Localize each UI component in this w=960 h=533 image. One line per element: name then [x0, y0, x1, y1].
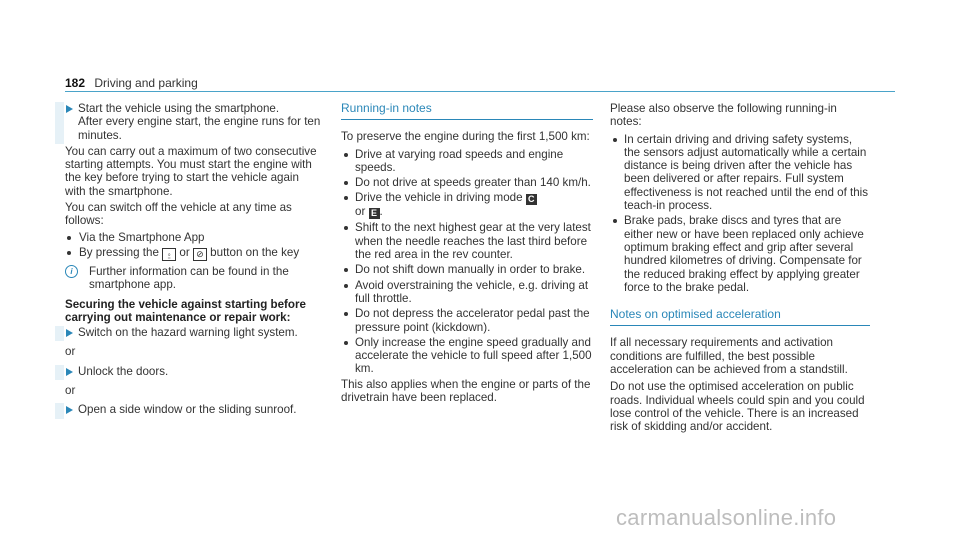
list-item: Drive the vehicle in driving mode C or E .: [341, 191, 593, 219]
list-item: Do not drive at speeds greater than 140 km/h.: [341, 176, 593, 189]
step-text: Start the vehicle using the smartphone.: [78, 102, 280, 115]
paragraph: Please also observe the following running-in notes:: [610, 102, 837, 129]
paragraph: If all necessary requirements and activation conditions are fulfilled, the best possible acceleration can be achieved from a standstill.: [610, 336, 848, 377]
list-item: Avoid overstraining the vehicle, e.g. driving at full throttle.: [341, 279, 593, 306]
start-stop-key-icon: ⍛: [162, 248, 176, 261]
note-text: Further information can be found in the smartphone app.: [89, 264, 289, 292]
step-bar: [55, 326, 64, 341]
info-note: [65, 265, 321, 292]
step-bar: [55, 365, 64, 380]
page-header: [65, 76, 198, 90]
list-item-text: button on the key: [210, 245, 300, 259]
list-item-text: Via the Smartphone App: [79, 230, 205, 244]
comfort-mode-icon: C: [526, 194, 537, 205]
step-start-vehicle: [55, 102, 321, 142]
list-item: Drive at varying road speeds and engine speeds.: [341, 148, 593, 175]
step-bar: [55, 102, 64, 144]
page-number: 182: [65, 76, 86, 90]
list-item: Only increase the engine speed gradually and accelerate the vehicle to full speed after 1,500 km.: [341, 336, 593, 376]
list-item: In certain driving and driving safety systems, the sensors adjust automatically while a certain distance is being driven after the vehicle has been delivered or after repairs. Full system effectiveness is not reached until the end of this teach-in process.: [610, 133, 870, 213]
header-divider: [65, 91, 895, 92]
step-hazard: [55, 326, 321, 339]
paragraph: This also applies when the engine or parts of the drivetrain have been replaced.: [341, 377, 591, 405]
or-label: or: [65, 345, 76, 359]
list-item: Shift to the next highest gear at the very latest when the needle reaches the last third before the red area in the rev counter.: [341, 221, 593, 261]
step-text-cont: After every engine start, the engine runs for ten minutes.: [78, 115, 321, 142]
subheading: Securing the vehicle against starting before carrying out maintenance or repair work:: [65, 297, 306, 324]
paragraph: You can switch off the vehicle at any time as follows:: [65, 201, 292, 228]
list-item: Do not shift down manually in order to brake.: [341, 263, 593, 276]
list-item-text: or: [355, 205, 366, 219]
section-heading-running-in: Running-in notes: [341, 102, 593, 120]
step-text: Unlock the doors.: [78, 364, 169, 378]
column-2: [341, 102, 593, 408]
info-circle-icon: i: [65, 265, 78, 278]
list-item: [55, 231, 321, 244]
step-unlock: [55, 365, 321, 378]
list-item-text: or: [179, 245, 190, 259]
column-3: [610, 102, 870, 438]
section-heading-acceleration: Notes on optimised acceleration: [610, 308, 870, 326]
step-text: Switch on the hazard warning light system.: [78, 326, 298, 340]
eco-mode-icon: E: [369, 208, 380, 219]
step-text: Open a side window or the sliding sunroof.: [78, 403, 297, 417]
step-window: [55, 403, 321, 416]
paragraph: You can carry out a maximum of two consecutive starting attempts. You must start the engine with the key before trying to start the vehicle again with the smartphone.: [65, 144, 317, 198]
list-item: [55, 246, 321, 261]
watermark: carmanualsonline.info: [616, 505, 837, 530]
triangle-arrow-icon: [66, 406, 73, 414]
section-title: Driving and parking: [94, 76, 198, 90]
column-1: [55, 102, 321, 420]
triangle-arrow-icon: [66, 368, 73, 376]
triangle-arrow-icon: [66, 329, 73, 337]
paragraph: Do not use the optimised acceleration on public roads. Individual wheels could spin and you could lose control of the vehicle. There is an increased risk of skidding and/or accident.: [610, 380, 865, 434]
list-item-text: Drive the vehicle in driving mode: [355, 191, 523, 205]
step-bar: [55, 403, 64, 418]
or-label: or: [65, 384, 76, 398]
list-item-text: By pressing the: [79, 245, 159, 259]
lock-key-icon: ⊘: [193, 248, 207, 261]
list-item: Do not depress the accelerator pedal past the pressure point (kickdown).: [341, 307, 593, 334]
list-item: Brake pads, brake discs and tyres that are either new or have been replaced only achieve optimum braking effect and grip after several hundred kilometres of driving. Compensate for the reduced braking effect by applying greater force to the brake pedal.: [610, 214, 870, 294]
triangle-arrow-icon: [66, 105, 73, 113]
paragraph: To preserve the engine during the first 1,500 km:: [341, 130, 590, 144]
